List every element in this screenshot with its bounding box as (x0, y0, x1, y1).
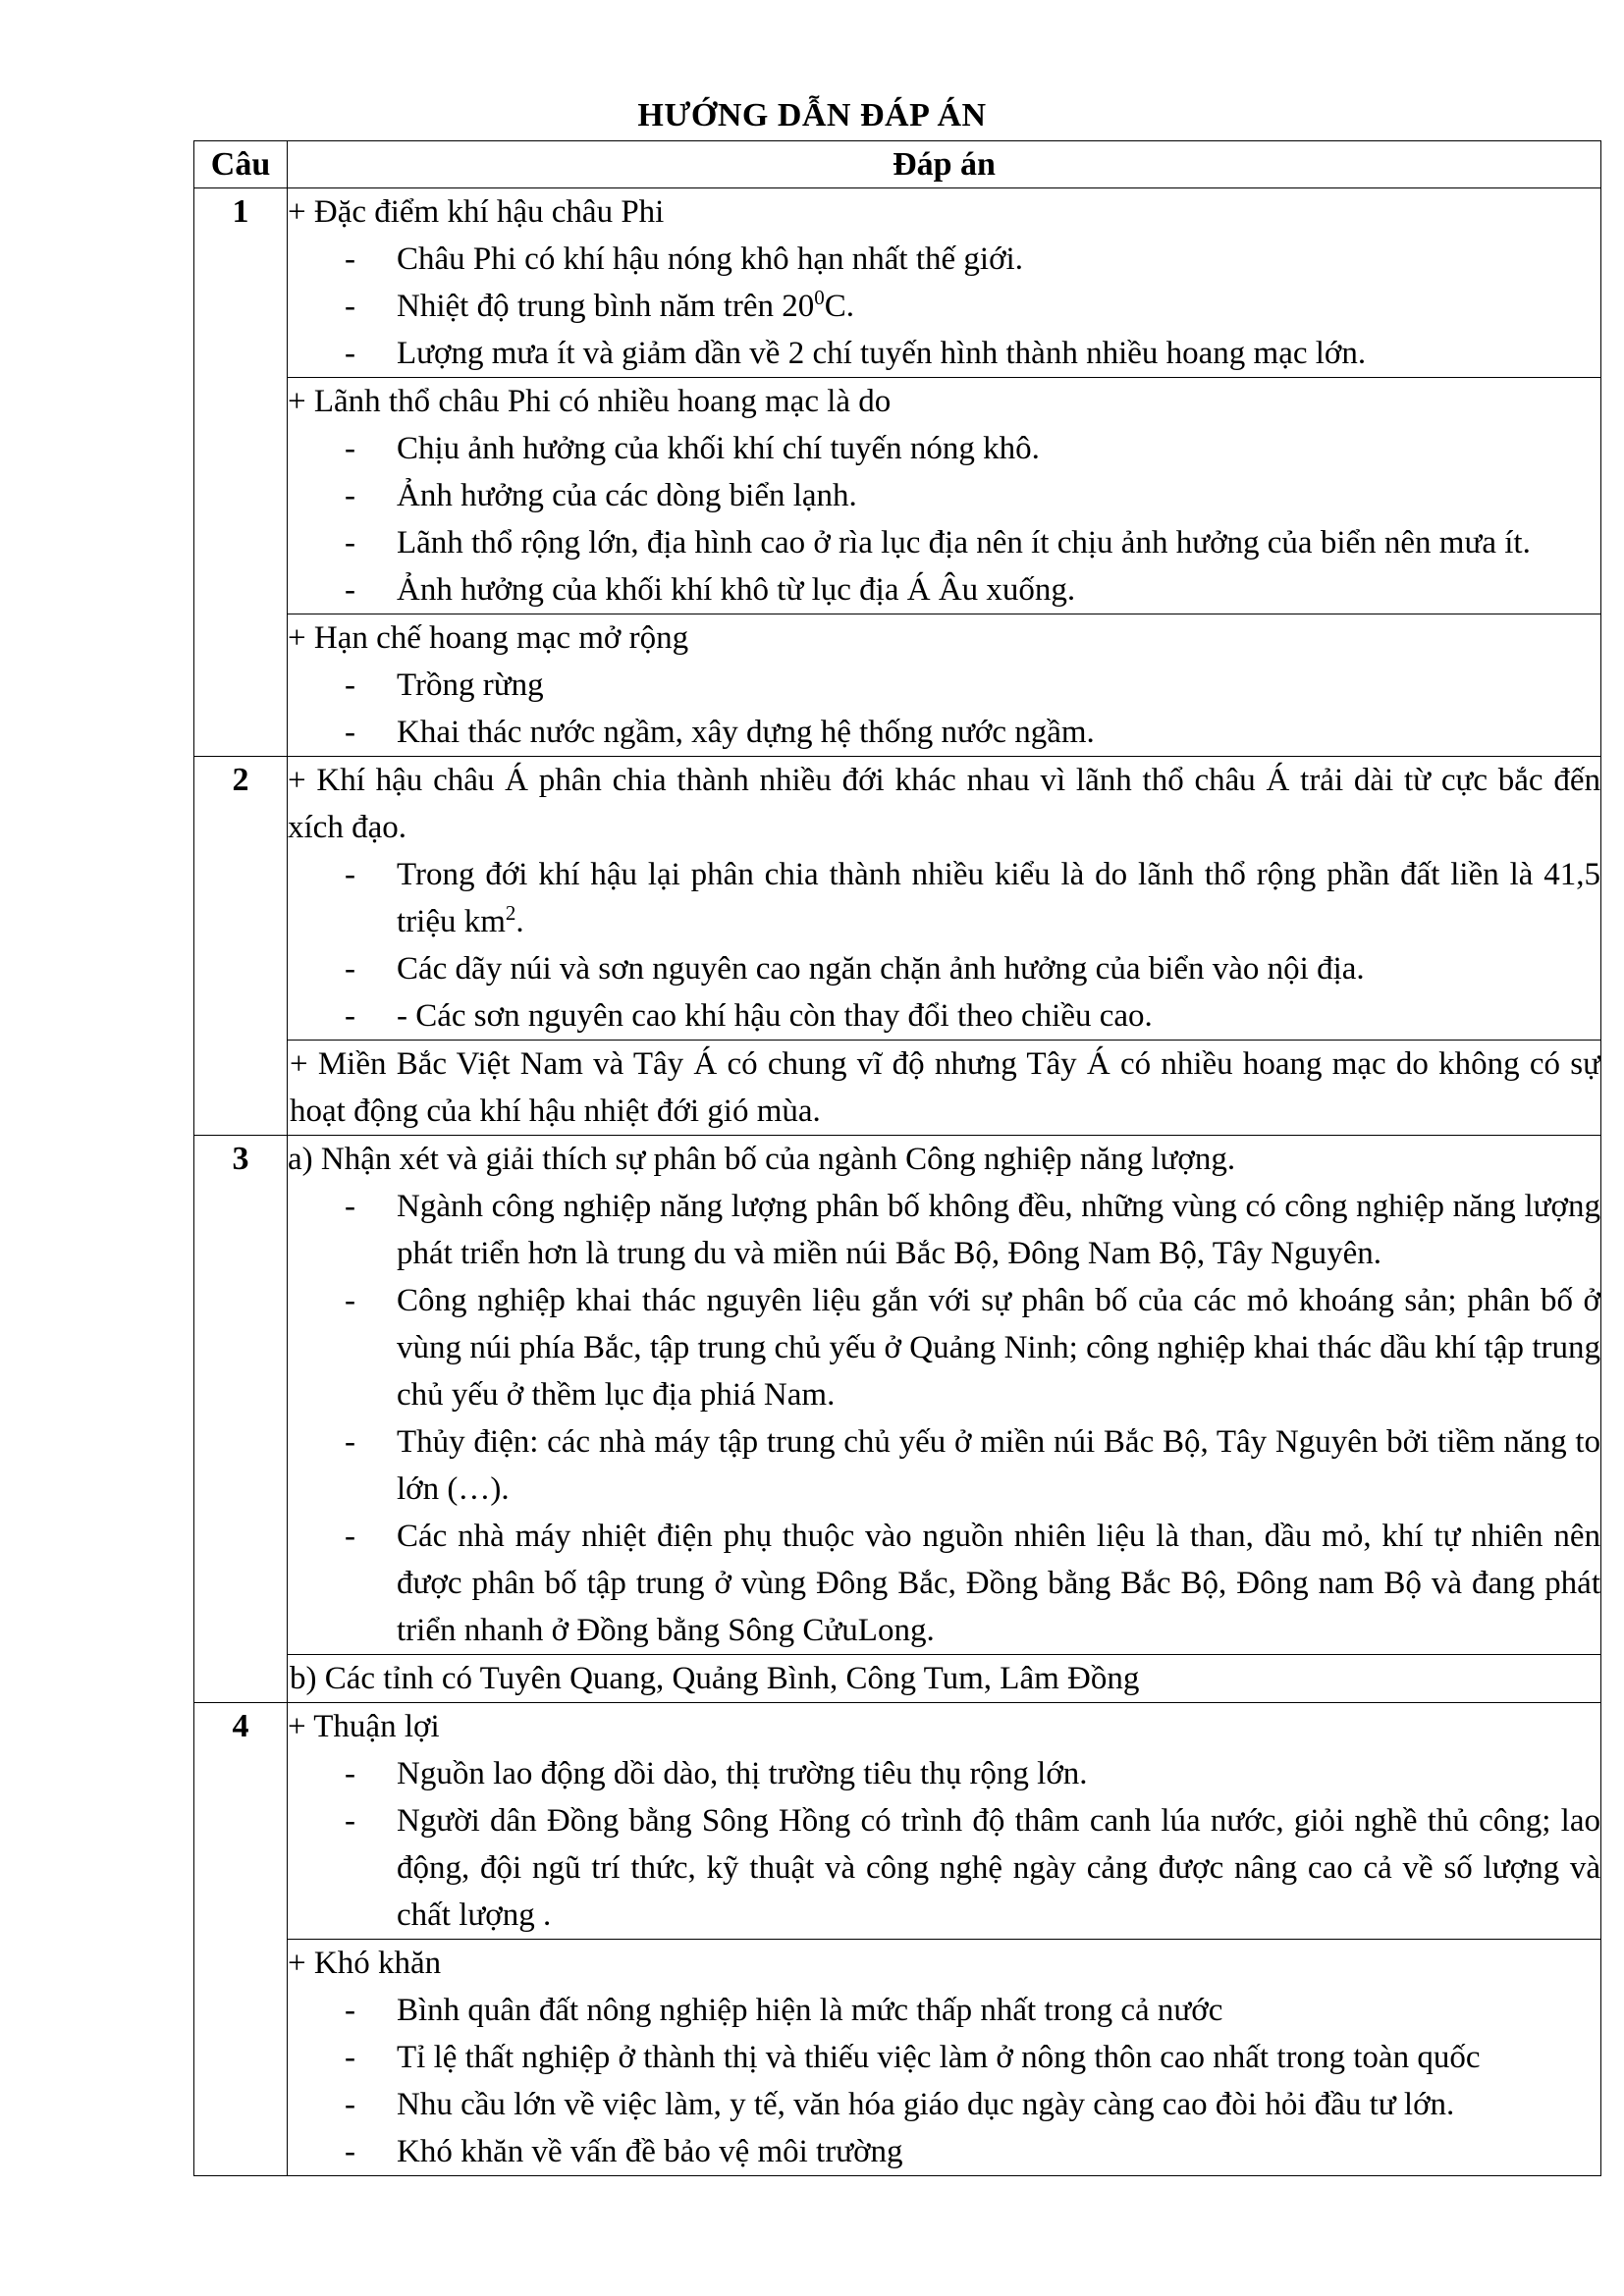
list-item: - Công nghiệp khai thác nguyên liệu gắn với sự phân bố của các mỏ khoáng sản; phân bố ở vùng núi phía Bắc, tập trung chủ yếu ở Quảng Ninh; công nghiệp khai thác dầu khí tập trung chủ yếu ở thềm lục địa phiá Nam. (288, 1277, 1600, 1418)
section-heading: b) Các tỉnh có Tuyên Quang, Quảng Bình, Công Tum, Lâm Đồng (290, 1661, 1140, 1696)
list-marker: - (345, 336, 355, 371)
answer-section (288, 1940, 1601, 2176)
answer-section (288, 614, 1601, 757)
list-item: - Nguồn lao động dồi dào, thị trường tiêu thụ rộng lớn. (288, 1750, 1600, 1797)
list-marker: - (345, 998, 355, 1034)
answer-section (288, 757, 1601, 1041)
section-heading: + Khí hậu châu Á phân chia thành nhiều đới khác nhau vì lãnh thổ châu Á trải dài từ cực bắc đến xích đạo. (288, 763, 1600, 845)
table-row (194, 1655, 1601, 1703)
answer-section (288, 1655, 1601, 1703)
list-item: - Người dân Đồng bằng Sông Hồng có trình độ thâm canh lúa nước, giỏi nghề thủ công; lao động, đội ngũ trí thức, kỹ thuật và công nghệ ngày cảng được nâng cao cả về số lượng và chất lượng . (288, 1797, 1600, 1939)
list-marker: - (345, 431, 355, 466)
table-row (194, 1041, 1601, 1136)
list-item: - Châu Phi có khí hậu nóng khô hạn nhất thế giới. (288, 236, 1600, 283)
section-heading: + Đặc điểm khí hậu châu Phi (288, 194, 665, 230)
table-header-row (194, 141, 1601, 188)
list-item: - Nhu cầu lớn về việc làm, y tế, văn hóa giáo dục ngày càng cao đòi hỏi đầu tư lớn. (288, 2081, 1600, 2128)
list-item: - Chịu ảnh hưởng của khối khí chí tuyến nóng khô. (288, 425, 1600, 472)
superscript: 2 (505, 901, 516, 925)
section-heading: + Khó khăn (288, 1946, 442, 1981)
table-row (194, 1703, 1601, 1940)
list-marker: - (345, 2087, 355, 2122)
list-item: - - Các sơn nguyên cao khí hậu còn thay đổi theo chiều cao. (288, 992, 1600, 1040)
section-heading: + Lãnh thổ châu Phi có nhiều hoang mạc là do (288, 384, 892, 419)
list-item: - Khó khăn về vấn đề bảo vệ môi trường (288, 2128, 1600, 2175)
list-marker: - (345, 478, 355, 513)
list-item: - Tỉ lệ thất nghiệp ở thành thị và thiếu việc làm ở nông thôn cao nhất trong toàn quốc (288, 2034, 1600, 2081)
table-row (194, 1940, 1601, 2176)
table-row (194, 1136, 1601, 1655)
list-marker: - (345, 667, 355, 703)
table-row (194, 188, 1601, 378)
list-marker: - (345, 525, 355, 561)
list-marker: - (345, 1424, 355, 1460)
list-marker: - (345, 1803, 355, 1839)
list-item: - Lãnh thổ rộng lớn, địa hình cao ở rìa lục địa nên ít chịu ảnh hưởng của biển nên mưa ít. (288, 519, 1600, 566)
table-row (194, 757, 1601, 1041)
list-item: - Lượng mưa ít và giảm dần về 2 chí tuyến hình thành nhiều hoang mạc lớn. (288, 330, 1600, 377)
answer-section (288, 378, 1601, 614)
column-header-question: Câu (194, 141, 288, 188)
list-item: - Khai thác nước ngầm, xây dựng hệ thống nước ngầm. (288, 709, 1600, 756)
list-item: - Các dãy núi và sơn nguyên cao ngăn chặn ảnh hưởng của biển vào nội địa. (288, 945, 1600, 992)
answer-section (288, 188, 1601, 378)
list-marker: - (345, 1756, 355, 1791)
list-item: - Trong đới khí hậu lại phân chia thành nhiều kiểu là do lãnh thổ rộng phần đất liền là 41,5 triệu $km^2$. (288, 851, 1600, 945)
table-row (194, 614, 1601, 757)
section-heading: + Thuận lợi (288, 1709, 440, 1744)
question-number: 3 (194, 1136, 288, 1703)
answer-section (288, 1703, 1601, 1940)
list-item: - Trồng rừng (288, 662, 1600, 709)
list-marker: - (345, 572, 355, 608)
list-marker: - (345, 241, 355, 277)
list-marker: - (345, 951, 355, 987)
list-marker: - (345, 857, 355, 892)
list-item: - Các nhà máy nhiệt điện phụ thuộc vào nguồn nhiên liệu là than, dầu mỏ, khí tự nhiên nên được phân bố tập trung ở vùng Đông Bắc, Đồng bằng Bắc Bộ, Đông nam Bộ và đang phát triển nhanh ở Đồng bằng Sông CửuLong. (288, 1513, 1600, 1654)
section-heading: + Hạn chế hoang mạc mở rộng (288, 620, 689, 656)
list-item: - Bình quân đất nông nghiệp hiện là mức thấp nhất trong cả nước (288, 1987, 1600, 2034)
answer-table (193, 140, 1601, 2176)
list-item: - Ngành công nghiệp năng lượng phân bố không đều, những vùng có công nghiệp năng lượng phát triển hơn là trung du và miền núi Bắc Bộ, Đông Nam Bộ, Tây Nguyên. (288, 1183, 1600, 1277)
list-item: - Ảnh hưởng của các dòng biển lạnh. (288, 472, 1600, 519)
section-heading: + Miền Bắc Việt Nam và Tây Á có chung vĩ độ nhưng Tây Á có nhiều hoang mạc do không có sự hoạt động của khí hậu nhiệt đới gió mùa. (290, 1046, 1600, 1129)
list-marker: - (345, 1993, 355, 2028)
table-row (194, 378, 1601, 614)
list-item: - Nhiệt độ trung bình năm trên $20^0C$. (288, 283, 1600, 330)
list-item: - Thủy điện: các nhà máy tập trung chủ yếu ở miền núi Bắc Bộ, Tây Nguyên bởi tiềm năng to lớn (…). (288, 1418, 1600, 1513)
list-item: - Ảnh hưởng của khối khí khô từ lục địa Á Âu xuống. (288, 566, 1600, 614)
question-number: 4 (194, 1703, 288, 2176)
section-heading: a) Nhận xét và giải thích sự phân bố của ngành Công nghiệp năng lượng. (288, 1142, 1236, 1177)
question-number: 2 (194, 757, 288, 1136)
list-marker: - (345, 715, 355, 750)
list-marker: - (345, 1283, 355, 1318)
column-header-answer: Đáp án (288, 141, 1601, 188)
list-marker: - (345, 2134, 355, 2169)
question-number: 1 (194, 188, 288, 757)
answer-section (288, 1136, 1601, 1655)
list-marker: - (345, 1189, 355, 1224)
list-marker: - (345, 2040, 355, 2075)
page-title: HƯỚNG DẪN ĐÁP ÁN (637, 97, 987, 133)
list-marker: - (345, 289, 355, 324)
list-marker: - (345, 1519, 355, 1554)
superscript: 0 (814, 286, 825, 309)
answer-section (288, 1041, 1601, 1136)
